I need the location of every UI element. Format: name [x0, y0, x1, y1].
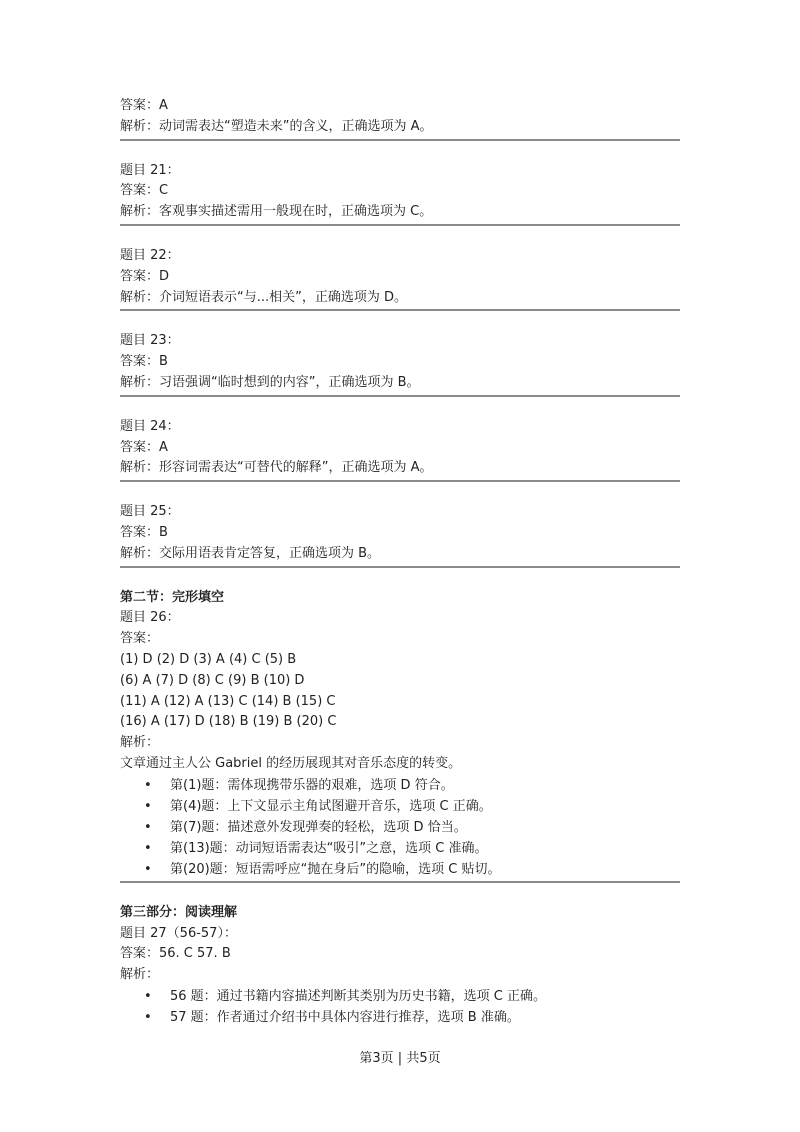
question-line: 题目 25： [120, 504, 180, 520]
answer-block-23 [120, 331, 680, 396]
list-item: • 第(7)题：描述意外发现弹奏的轻松，选项 D 恰当。 [120, 817, 680, 838]
list-item: • 56 题：通过书籍内容描述判断其类别为历史书籍，选项 C 正确。 [120, 986, 680, 1007]
answer-row: (16) A (17) D (18) B (19) B (20) C [120, 714, 337, 730]
cloze-section [120, 588, 680, 883]
answer-line: 答案：B [120, 524, 168, 540]
document-page [120, 96, 680, 1048]
answer-row: (1) D (2) D (3) A (4) C (5) B [120, 651, 297, 667]
question-line: 题目 22： [120, 247, 180, 263]
answer-block-24 [120, 417, 680, 482]
answer-line: 答案：B [120, 354, 168, 370]
question-line: 题目 21： [120, 162, 180, 178]
analysis-summary: 文章通过主人公 Gabriel 的经历展现其对音乐态度的转变。 [120, 755, 462, 771]
analysis-bullet-list [120, 775, 680, 880]
answer-line: 答案：56. C 57. B [120, 946, 231, 962]
answer-line: 答案：A [120, 98, 168, 113]
list-item: • 第(1)题：需体现携带乐器的艰难，选项 D 符合。 [120, 775, 680, 796]
answer-line: 答案：A [120, 439, 168, 455]
answer-block-20 [120, 96, 680, 141]
answer-row: (6) A (7) D (8) C (9) B (10) D [120, 672, 305, 688]
question-line: 题目 24： [120, 418, 180, 434]
answer-line: 答案：C [120, 183, 169, 199]
answer-block-21 [120, 161, 680, 226]
reading-section [120, 903, 680, 1028]
page-footer: 第3页 | 共5页 [359, 1051, 441, 1066]
analysis-line: 解析：习语强调“临时想到的内容”，正确选项为 B。 [120, 374, 420, 390]
answer-block-25 [120, 502, 680, 567]
question-line: 题目 27（56-57）： [120, 925, 237, 941]
list-item: • 第(13)题：动词短语需表达“吸引”之意，选项 C 准确。 [120, 838, 680, 859]
list-item: • 第(4)题：上下文显示主角试图避开音乐，选项 C 正确。 [120, 796, 680, 817]
answer-label: 答案： [120, 631, 160, 647]
question-line: 题目 23： [120, 333, 180, 349]
analysis-label: 解析： [120, 967, 160, 983]
analysis-line: 解析：形容词需表达“可替代的解释”，正确选项为 A。 [120, 460, 433, 476]
answer-block-22 [120, 246, 680, 311]
analysis-line: 解析：动词需表达“塑造未来”的含义，正确选项为 A。 [120, 118, 433, 134]
analysis-label: 解析： [120, 735, 160, 751]
answer-line: 答案：D [120, 268, 170, 284]
analysis-line: 解析：介词短语表示“与...相关”，正确选项为 D。 [120, 289, 408, 305]
answer-row: (11) A (12) A (13) C (14) B (15) C [120, 693, 336, 709]
list-item: • 第(20)题：短语需呼应“抛在身后”的隐喻，选项 C 贴切。 [120, 859, 680, 880]
section-title: 第二节：完形填空 [120, 589, 225, 605]
analysis-line: 解析：交际用语表肯定答复，正确选项为 B。 [120, 545, 381, 561]
analysis-bullet-list [120, 986, 680, 1028]
question-line: 题目 26： [120, 610, 180, 626]
analysis-line: 解析：客观事实描述需用一般现在时，正确选项为 C。 [120, 204, 433, 220]
list-item: • 57 题：作者通过介绍书中具体内容进行推荐，选项 B 准确。 [120, 1007, 680, 1028]
section-title: 第三部分：阅读理解 [120, 904, 238, 920]
